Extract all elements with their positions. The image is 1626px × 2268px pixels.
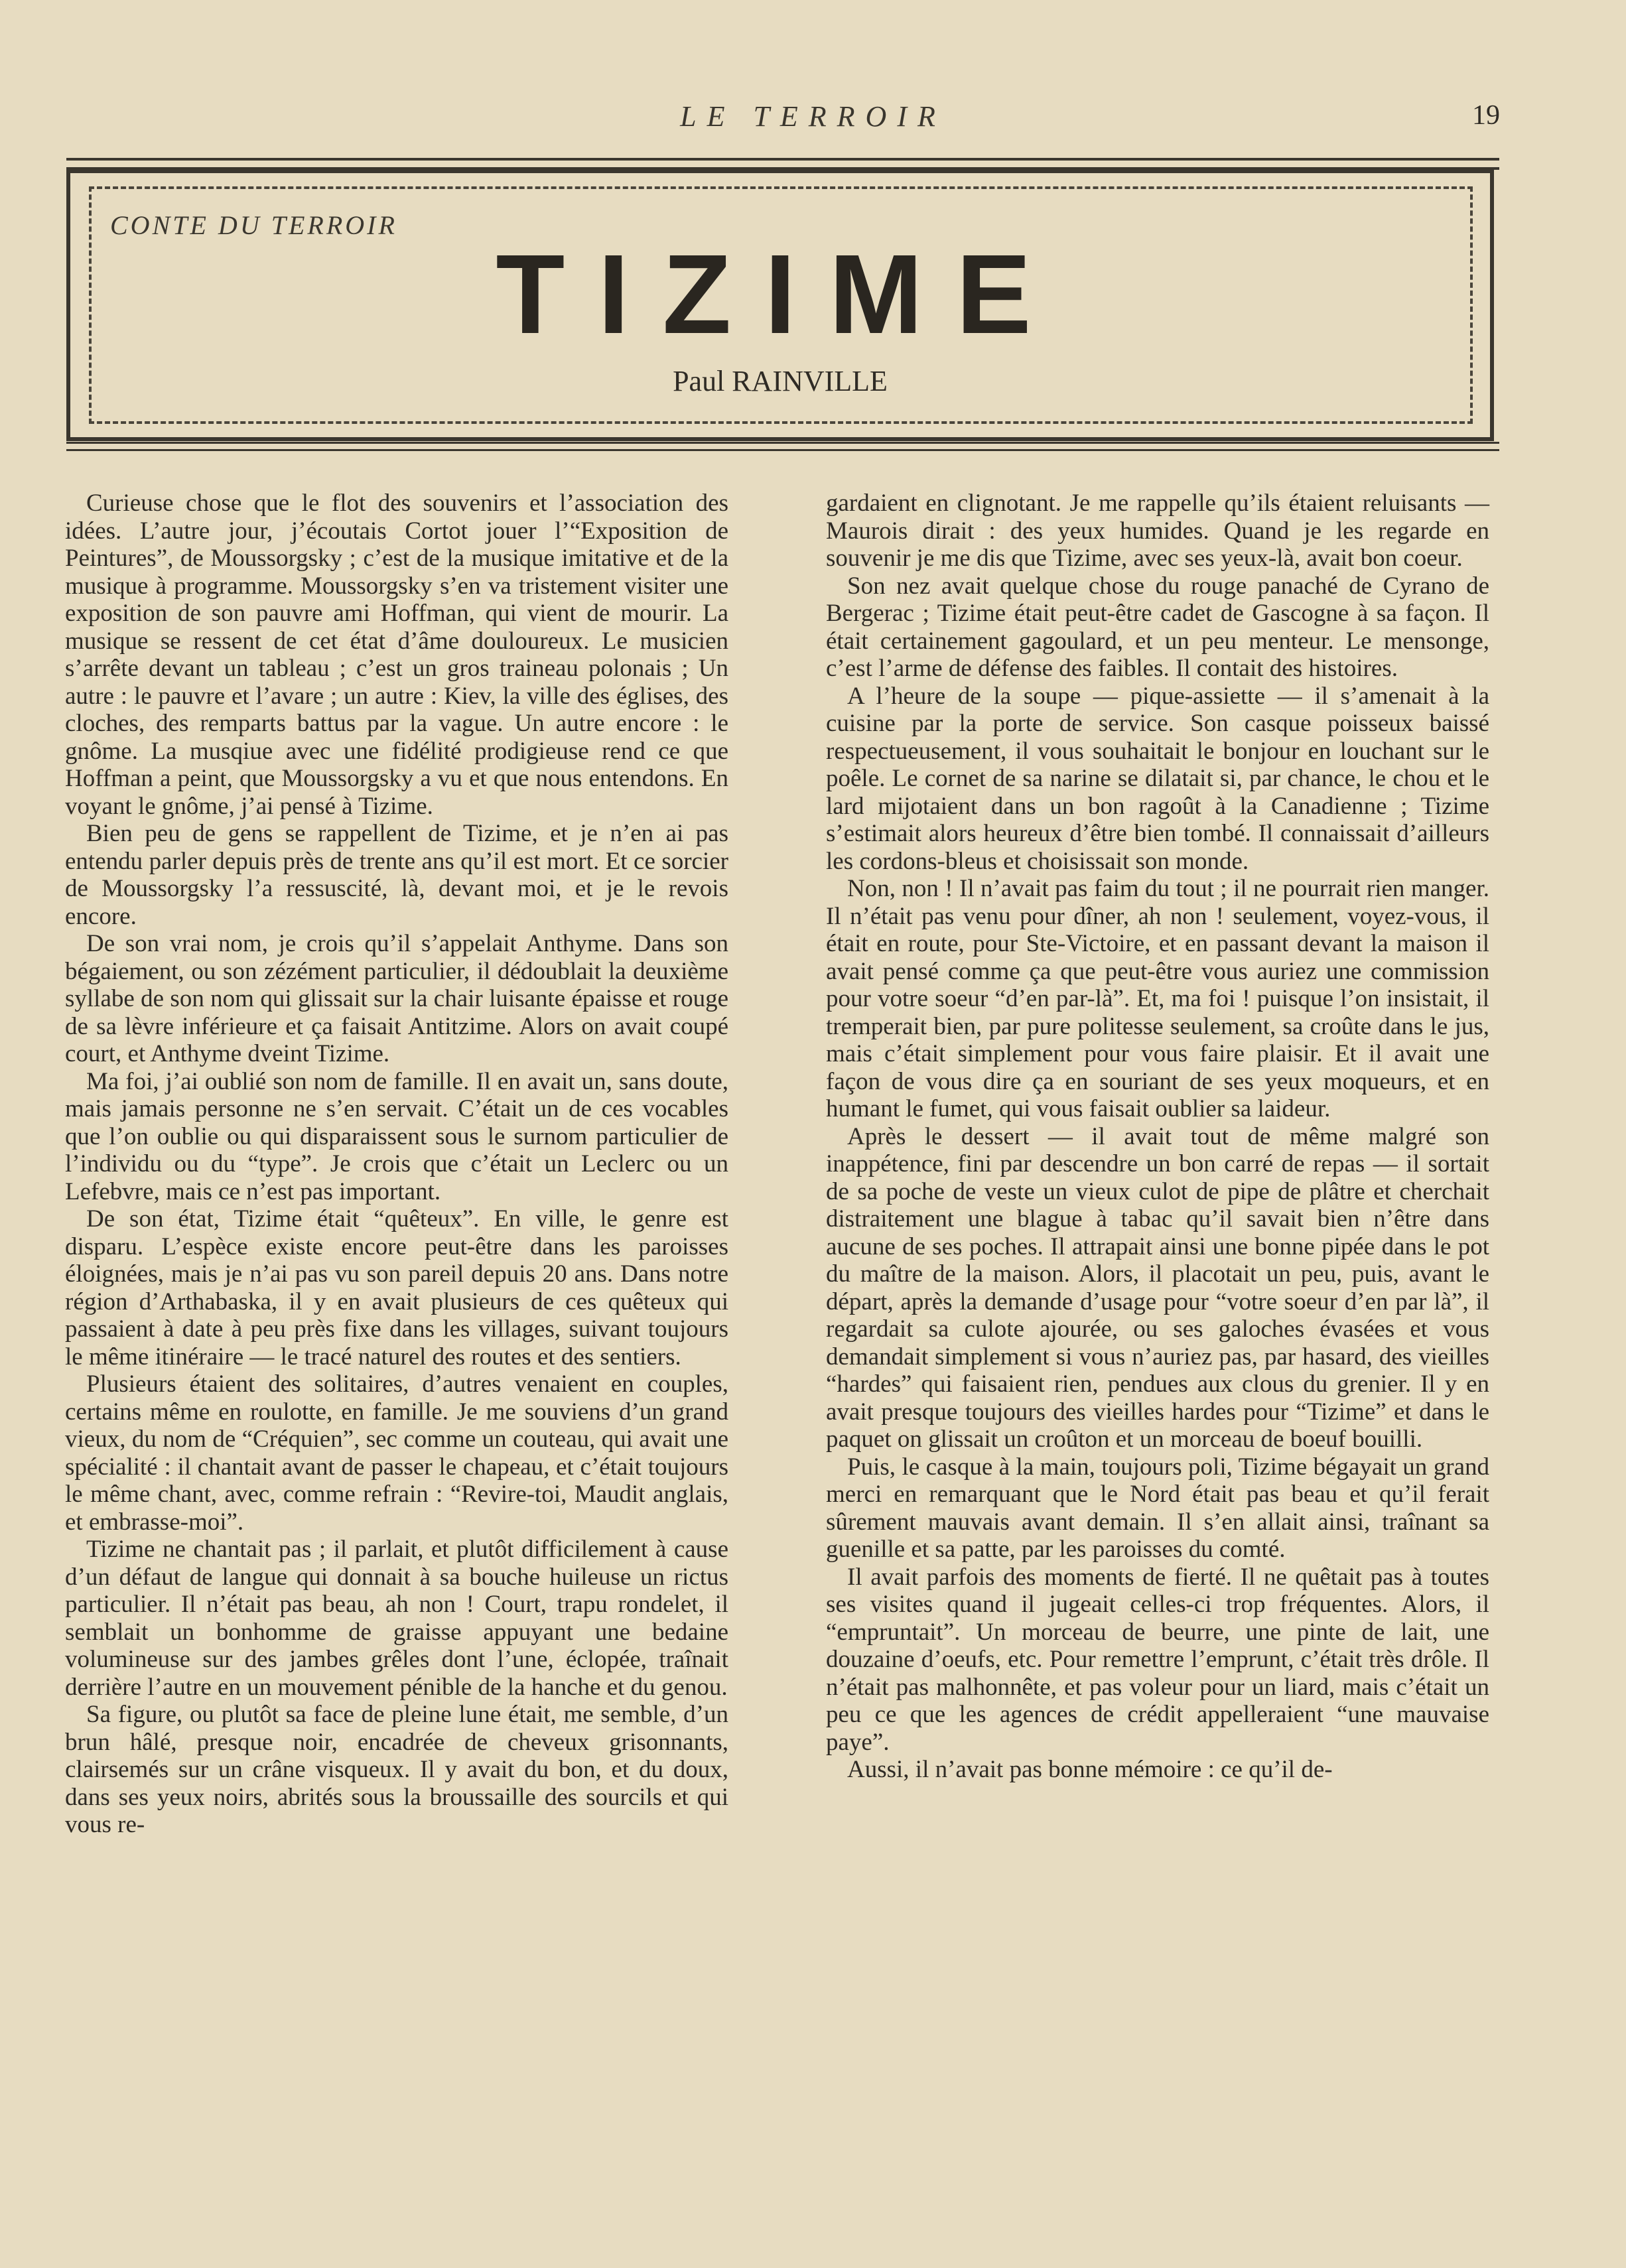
- paragraph: Puis, le casque à la main, toujours poli, Tizime bégayait un grand merci en remarquant que le Nord était pas beau et qu’il ferait sûrement mauvais avant demain. Il s’en allait ainsi, traînant sa guenille et sa patte, par les paroisses du comté.: [826, 1453, 1489, 1563]
- title-box: [66, 169, 1494, 441]
- paragraph: Son nez avait quelque chose du rouge panaché de Cyrano de Bergerac ; Tizime était peut-être cadet de Gascogne à sa façon. Il était certainement gagoulard, et un peu menteur. Le mensonge, c’est l’arme de défense des faibles. Il contait des histoires.: [826, 572, 1489, 682]
- paragraph: De son vrai nom, je crois qu’il s’appelait Anthyme. Dans son bégaiement, ou son zézément particulier, il dédoublait la deuxième syllabe de son nom qui glissait sur la chair luisante épaisse et rouge de sa lèvre inférieure et ça faisait Antitzime. Alors on avait coupé court, et Anthyme dveint Tizime.: [65, 930, 728, 1067]
- paragraph: Après le dessert — il avait tout de même malgré son inappétence, fini par descendre un bon carré de repas — il sortait de sa poche de veste un vieux culot de pipe de plâtre et cherchait distraitement une blague à tabac qu’il savait bien n’être dans aucune de ses poches. Il attrapait ainsi une bonne pipée dans le pot du maître de la maison. Alors, il placotait un peu, puis, avant le départ, après la demande d’usage pour “votre soeur d’en par là”, il regardait sa culote ajourée, ou ses galoches évasées et vous demandait simplement si vous n’auriez pas, par hasard, des vieilles “hardes” qui faisaient rien, pendues aux clous du grenier. Il y en avait presque toujours des vieilles hardes pour “Tizime” et dans le paquet on glissait un croûton et un morceau de boeuf bouilli.: [826, 1122, 1489, 1453]
- paragraph: Tizime ne chantait pas ; il parlait, et plutôt difficilement à cause d’un défaut de langue qui donnait à sa bouche huileuse un rictus particulier. Il n’était pas beau, ah non ! Court, trapu rondelet, il semblait un bonhomme de graisse appuyant une bedaine volumineuse sur des jambes grêles dont l’une, éclopée, traînait derrière l’autre en un mouvement pénible de la hanche et du genou.: [65, 1536, 728, 1701]
- paragraph: Aussi, il n’avait pas bonne mémoire : ce qu’il de-: [847, 1756, 1333, 1783]
- paragraph: Non, non ! Il n’avait pas faim du tout ; il ne pourrait rien manger. Il n’était pas venu pour dîner, ah non ! seulement, voyez-vous, il était en route, pour Ste-Victoire, et en passant devant la maison il avait pensé comme ça que peut-être vous auriez une commission pour votre soeur “d’en par-là”. Et, ma foi ! puisque l’on insistait, il tremperait bien, par pure politesse seulement, sa croûte dans le jus, mais c’était simplement pour vous faire plaisir. Et il avait une façon de vous dire ça en souriant de ses yeux moqueurs, et en humant le fumet, qui vous faisait oublier sa laideur.: [826, 875, 1489, 1122]
- paragraph: Sa figure, ou plutôt sa face de pleine lune était, me semble, d’un brun hâlé, presque noir, encadrée de cheveux grisonnants, clairsemés sur un crâne visqueux. Il y avait du bon, et du doux, dans ses yeux noirs, abrités sous la broussaille des sourcils et qui vous re-: [65, 1701, 728, 1838]
- bottom-double-rule: [66, 442, 1499, 451]
- paragraph: Il avait parfois des moments de fierté. Il ne quêtait pas à toutes ses visites quand il jugeait celles-ci trop fréquentes. Alors, il “empruntait”. Un morceau de beurre, une pinte de lait, une douzaine d’oeufs, etc. Pour remettre l’emprunt, c’était très drôle. Il n’était pas malhonnête, et pas voleur pour un liard, mais c’était un peu ce que les agences de crédit appelleraient “une mauvaise paye”.: [826, 1563, 1489, 1756]
- section-kicker: CONTE DU TERROIR: [110, 210, 397, 240]
- paragraph: Ma foi, j’ai oublié son nom de famille. Il en avait un, sans doute, mais jamais personne ne s’en servait. C’était un de ces vocables que l’on oublie ou qui disparaissent sous le surnom particulier de l’individu ou du “type”. Je crois que c’était un Leclerc ou un Lefebvre, mais ce n’est pas important.: [65, 1067, 728, 1205]
- right-column: [826, 490, 1489, 1784]
- page-header: [0, 100, 1626, 146]
- paragraph: Curieuse chose que le flot des souvenirs et l’association des idées. L’autre jour, j’écoutais Cortot jouer l’“Exposition de Peintures”, de Moussorgsky ; c’est de la musique imitative et de la musique à programme. Moussorgsky s’en va tristement visiter une exposition de son pauvre ami Hoffman, qui vient de mourir. La musique se ressent de cet état d’âme douloureux. Le musicien s’arrête devant un tableau ; c’est un gros traineau polonais ; Un autre : le pauvre et l’avare ; un autre : Kiev, la ville des églises, des cloches, des remparts battus par la vague. Un autre encore : le gnôme. La musqiue avec une fidélité prodigieuse rend ce que Hoffman a peint, que Moussorgsky a vu et que nous entendons. En voyant le gnôme, j’ai pensé à Tizime.: [65, 490, 728, 820]
- story-title: TIZIME: [496, 232, 1065, 358]
- paragraph: Plusieurs étaient des solitaires, d’autres venaient en couples, certains même en roulotte, en famille. Je me souviens d’un grand vieux, du nom de “Créquien”, sec comme un couteau, qui avait une spécialité : il chantait avant de passer le chapeau, et c’était toujours le même chant, avec, comme refrain : “Revire-toi, Maudit anglais, et embrasse-moi”.: [65, 1370, 728, 1536]
- top-double-rule: [66, 158, 1499, 170]
- paragraph: Bien peu de gens se rappellent de Tizime, et je n’en ai pas entendu parler depuis près de trente ans qu’il est mort. Et ce sorcier de Moussorgsky l’a ressuscité, là, devant moi, et je le revois encore.: [65, 820, 728, 930]
- paragraph: A l’heure de la soupe — pique-assiette — il s’amenait à la cuisine par la porte de service. Son casque poisseux baissé respectueusement, il vous souhaitait le bonjour en louchant sur le poêle. Le cornet de sa narine se dilatait si, par chance, le chou et le lard mijotaient dans un bon ragoût à la Canadienne ; Tizime s’estimait alors heureux d’être bien tombé. Il connaissait d’ailleurs les cordons-bleus et choisissait son monde.: [826, 682, 1489, 875]
- page-number: 19: [1472, 100, 1500, 131]
- running-title: LE TERROIR: [680, 100, 946, 133]
- author-byline: Paul RAINVILLE: [673, 365, 888, 397]
- paragraph: gardaient en clignotant. Je me rappelle qu’ils étaient reluisants — Maurois dirait : des yeux humides. Quand je les regarde en souvenir je me dis que Tizime, avec ses yeux-là, avait bon coeur.: [826, 490, 1489, 572]
- left-column: [65, 490, 728, 1839]
- paragraph: De son état, Tizime était “quêteux”. En ville, le genre est disparu. L’espèce existe encore peut-être dans les paroisses éloignées, mais je n’ai pas vu son pareil depuis 20 ans. Dans notre région d’Arthabaska, il y en avait plusieurs de ces quêteux qui passaient à date à peu près fixe dans les villages, suivant toujours le même itinéraire — le tracé naturel des routes et des sentiers.: [65, 1205, 728, 1370]
